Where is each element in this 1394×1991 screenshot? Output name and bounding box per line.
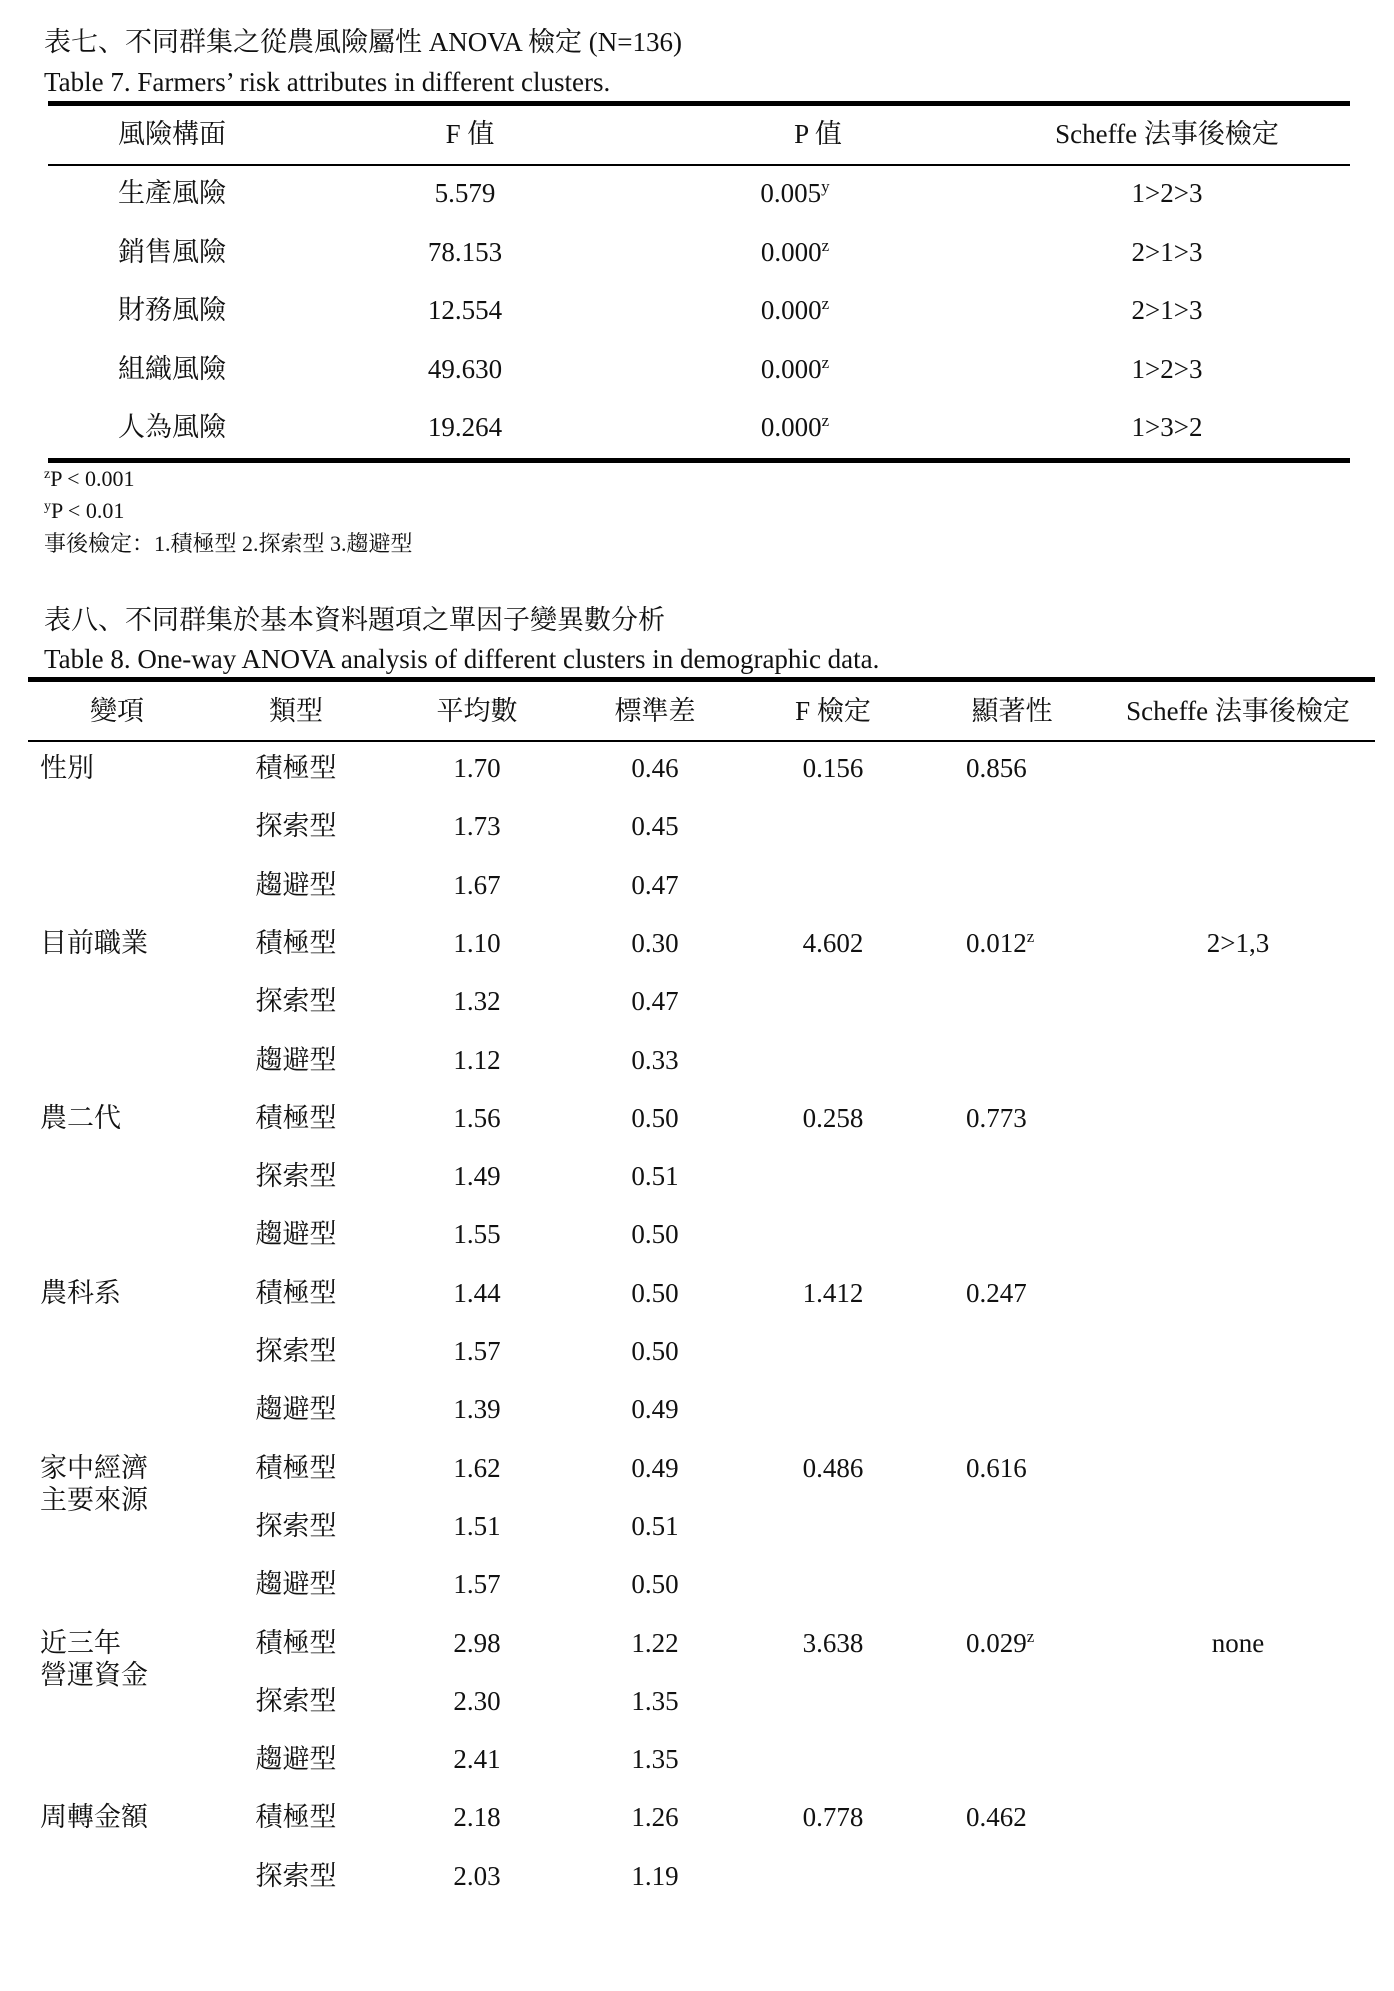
table8-scheffe-cell: 2>1,3 bbox=[1206, 928, 1270, 958]
table8-sd-cell: 0.30 bbox=[631, 928, 679, 958]
table8-mean-cell: 1.44 bbox=[453, 1278, 501, 1308]
table8-significance-cell: 0.247 bbox=[966, 1278, 1027, 1308]
table8-header-scheffe: Scheffe 法事後檢定 bbox=[1126, 696, 1350, 726]
table8-sd-cell: 0.47 bbox=[631, 870, 679, 900]
table7-header-dimension: 風險構面 bbox=[118, 119, 226, 149]
table8-mean-cell: 1.62 bbox=[453, 1453, 501, 1483]
table8-mean-cell: 1.67 bbox=[453, 870, 501, 900]
table7-scheffe-cell: 2>1>3 bbox=[1131, 237, 1203, 267]
table8-sd-cell: 0.50 bbox=[631, 1278, 679, 1308]
table8-significance-cell: 0.856 bbox=[966, 753, 1027, 783]
table7-header-f: F 值 bbox=[445, 119, 495, 149]
table7-f-cell: 19.264 bbox=[427, 412, 503, 442]
table8-type-cell: 探索型 bbox=[255, 986, 337, 1016]
table8-sd-cell: 0.50 bbox=[631, 1219, 679, 1249]
table7-note: $^y$P < 0.01 bbox=[44, 498, 125, 523]
table8-type-cell: 探索型 bbox=[255, 1686, 337, 1716]
table8-mean-cell: 2.30 bbox=[453, 1686, 501, 1716]
table7-p-cell: 0.000$^z$ bbox=[760, 411, 830, 442]
table8-mean-cell: 2.18 bbox=[453, 1802, 501, 1832]
table7-dimension-cell: 人為風險 bbox=[118, 412, 226, 442]
table8-f-cell: 0.258 bbox=[802, 1103, 864, 1133]
table8-significance-cell: 0.773 bbox=[966, 1103, 1027, 1133]
table8-type-cell: 積極型 bbox=[255, 1278, 337, 1308]
table8-sd-cell: 0.50 bbox=[631, 1103, 679, 1133]
table7-dimension-cell: 生產風險 bbox=[118, 178, 226, 208]
table8-mean-cell: 1.57 bbox=[453, 1336, 501, 1366]
table8-sd-cell: 1.35 bbox=[631, 1686, 679, 1716]
table8-sd-cell: 0.49 bbox=[631, 1394, 679, 1424]
table8-significance-cell: 0.462 bbox=[966, 1802, 1027, 1832]
table8-mean-cell: 1.32 bbox=[453, 986, 501, 1016]
table8-scheffe-cell: none bbox=[1211, 1628, 1265, 1658]
table8-f-cell: 0.156 bbox=[802, 753, 864, 783]
table8-type-cell: 積極型 bbox=[255, 928, 337, 958]
table8-top-rule bbox=[28, 677, 1375, 682]
table8-type-cell: 趨避型 bbox=[255, 1394, 337, 1424]
table8-header-significance: 顯著性 bbox=[971, 696, 1053, 726]
table8-significance-cell: 0.616 bbox=[966, 1453, 1027, 1483]
table7-dimension-cell: 銷售風險 bbox=[118, 237, 226, 267]
table8-sd-cell: 1.26 bbox=[631, 1802, 679, 1832]
table8-sd-cell: 0.51 bbox=[631, 1161, 679, 1191]
table8-f-cell: 0.486 bbox=[802, 1453, 864, 1483]
table8-mean-cell: 1.12 bbox=[453, 1045, 501, 1075]
table8-type-cell: 探索型 bbox=[255, 1336, 337, 1366]
table8-type-cell: 趨避型 bbox=[255, 1219, 337, 1249]
table8-sd-cell: 0.51 bbox=[631, 1511, 679, 1541]
table8-variable-cell: 農科系 bbox=[40, 1278, 121, 1308]
table8-mean-cell: 2.98 bbox=[453, 1628, 501, 1658]
table8-mean-cell: 1.56 bbox=[453, 1103, 501, 1133]
table8-sd-cell: 0.49 bbox=[631, 1453, 679, 1483]
table8-header-rule bbox=[28, 740, 1375, 742]
table8-sd-cell: 1.19 bbox=[631, 1861, 679, 1891]
table8-mean-cell: 1.70 bbox=[453, 753, 501, 783]
table7-p-cell: 0.000$^z$ bbox=[760, 236, 830, 267]
table8-type-cell: 趨避型 bbox=[255, 1569, 337, 1599]
table8-sd-cell: 1.35 bbox=[631, 1744, 679, 1774]
table8-header-f: F 檢定 bbox=[795, 696, 871, 726]
table8-sd-cell: 0.50 bbox=[631, 1336, 679, 1366]
table8-mean-cell: 1.51 bbox=[453, 1511, 501, 1541]
table8-variable-cell: 近三年 營運資金 bbox=[40, 1628, 148, 1690]
table8-type-cell: 積極型 bbox=[255, 753, 337, 783]
table8-mean-cell: 2.41 bbox=[453, 1744, 501, 1774]
table8-sd-cell: 0.33 bbox=[631, 1045, 679, 1075]
table8-f-cell: 4.602 bbox=[802, 928, 864, 958]
table8-mean-cell: 2.03 bbox=[453, 1861, 501, 1891]
table7-note: 事後檢定：1.積極型 2.探索型 3.趨避型 bbox=[44, 531, 413, 556]
table8-header-variable: 變項 bbox=[90, 696, 144, 726]
table7-dimension-cell: 組織風險 bbox=[118, 354, 226, 384]
table8-type-cell: 探索型 bbox=[255, 811, 337, 841]
table7-scheffe-cell: 1>3>2 bbox=[1131, 412, 1203, 442]
table8-type-cell: 積極型 bbox=[255, 1453, 337, 1483]
table8-variable-cell: 目前職業 bbox=[40, 928, 148, 958]
table8-type-cell: 趨避型 bbox=[255, 1045, 337, 1075]
table7-caption-zh: 表七、不同群集之從農風險屬性 ANOVA 檢定 (N=136) bbox=[44, 27, 682, 57]
table7-f-cell: 12.554 bbox=[427, 295, 503, 325]
table8-variable-cell: 農二代 bbox=[40, 1103, 121, 1133]
table8-mean-cell: 1.39 bbox=[453, 1394, 501, 1424]
table7-header-scheffe: Scheffe 法事後檢定 bbox=[1055, 119, 1279, 149]
table8-significance-cell: 0.029$^z$ bbox=[966, 1627, 1035, 1658]
table7-scheffe-cell: 2>1>3 bbox=[1131, 295, 1203, 325]
table7-f-cell: 49.630 bbox=[427, 354, 503, 384]
table8-f-cell: 1.412 bbox=[802, 1278, 864, 1308]
table8-header-type: 類型 bbox=[269, 696, 323, 726]
table8-mean-cell: 1.57 bbox=[453, 1569, 501, 1599]
table8-sd-cell: 0.45 bbox=[631, 811, 679, 841]
table8-header-mean: 平均數 bbox=[436, 696, 518, 726]
table8-variable-cell: 周轉金額 bbox=[40, 1802, 148, 1832]
table7-f-cell: 78.153 bbox=[427, 237, 503, 267]
table8-type-cell: 探索型 bbox=[255, 1861, 337, 1891]
table8-sd-cell: 1.22 bbox=[631, 1628, 679, 1658]
table8-type-cell: 積極型 bbox=[255, 1103, 337, 1133]
table7-header-rule bbox=[48, 164, 1350, 166]
table7-note: $^z$P < 0.001 bbox=[44, 466, 135, 491]
table7-caption-en: Table 7. Farmers’ risk attributes in different clusters. bbox=[44, 67, 611, 97]
table7-top-rule bbox=[48, 101, 1350, 106]
table8-mean-cell: 1.55 bbox=[453, 1219, 501, 1249]
table7-header-p: P 值 bbox=[794, 119, 842, 149]
table8-type-cell: 趨避型 bbox=[255, 1744, 337, 1774]
table8-type-cell: 積極型 bbox=[255, 1628, 337, 1658]
table7-scheffe-cell: 1>2>3 bbox=[1131, 354, 1203, 384]
table8-mean-cell: 1.73 bbox=[453, 811, 501, 841]
table8-variable-cell: 家中經濟 主要來源 bbox=[40, 1453, 148, 1515]
table7-f-cell: 5.579 bbox=[434, 178, 496, 208]
table7-p-cell: 0.005$^y$ bbox=[760, 177, 830, 208]
table7-bottom-rule bbox=[48, 458, 1350, 463]
table8-caption-en: Table 8. One-way ANOVA analysis of different clusters in demographic data. bbox=[44, 644, 880, 674]
table8-type-cell: 趨避型 bbox=[255, 870, 337, 900]
table7-p-cell: 0.000$^z$ bbox=[760, 353, 830, 384]
table8-mean-cell: 1.10 bbox=[453, 928, 501, 958]
table8-type-cell: 積極型 bbox=[255, 1802, 337, 1832]
table8-f-cell: 0.778 bbox=[802, 1802, 864, 1832]
table8-sd-cell: 0.47 bbox=[631, 986, 679, 1016]
table7-dimension-cell: 財務風險 bbox=[118, 295, 226, 325]
table7-p-cell: 0.000$^z$ bbox=[760, 294, 830, 325]
table8-type-cell: 探索型 bbox=[255, 1161, 337, 1191]
table8-type-cell: 探索型 bbox=[255, 1511, 337, 1541]
table8-mean-cell: 1.49 bbox=[453, 1161, 501, 1191]
table8-caption-zh: 表八、不同群集於基本資料題項之單因子變異數分析 bbox=[44, 605, 665, 635]
table8-significance-cell: 0.012$^z$ bbox=[966, 927, 1035, 958]
table8-sd-cell: 0.46 bbox=[631, 753, 679, 783]
table8-variable-cell: 性別 bbox=[40, 753, 94, 783]
table8-f-cell: 3.638 bbox=[802, 1628, 864, 1658]
table7-scheffe-cell: 1>2>3 bbox=[1131, 178, 1203, 208]
table8-header-sd: 標準差 bbox=[614, 696, 696, 726]
table8-sd-cell: 0.50 bbox=[631, 1569, 679, 1599]
